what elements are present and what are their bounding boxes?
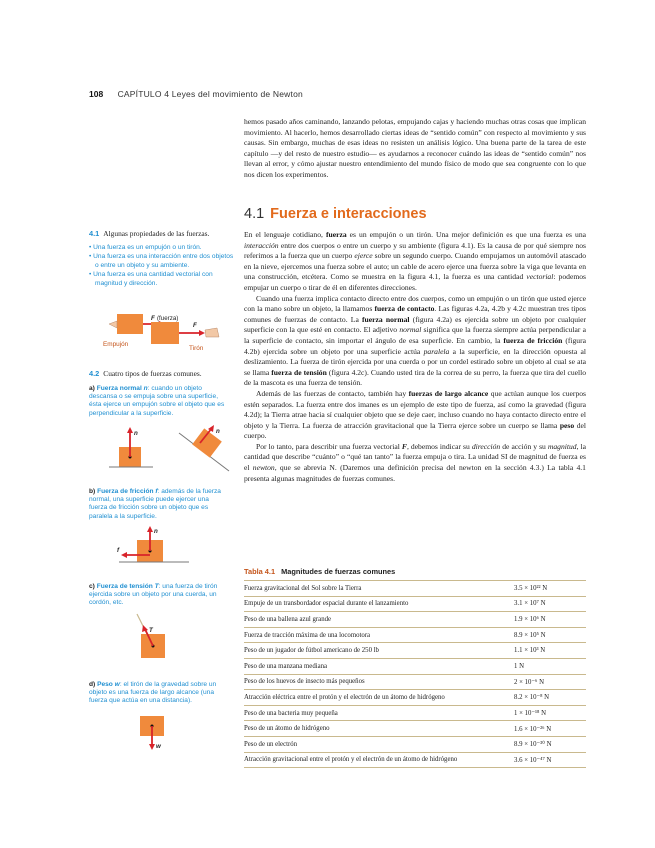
paragraph-4: Por lo tanto, para describir una fuerza vectorial F, debemos indicar su dirección de acción y su magnitud, la cantidad que describe “cuánto” o “qué tan tanto” la fuerza empuja o tira. La unidad SI de magnitud de fuerza es el newton, que se abrevia N. (Daremos una definición precisa del newton en la sección 4.3.) La tabla 4.1 presenta algunas magnitudes de fuerzas comunes. <box>244 441 586 483</box>
table-row: Peso de los huevos de insecto más pequeños 2 × 10⁻⁶ N <box>244 674 586 690</box>
figure-4-2-caption: 4.2 Cuatro tipos de fuerzas comunes. <box>89 369 202 378</box>
hand-push-icon <box>109 321 117 328</box>
bullet-item: • Una fuerza es una interacción entre dos objetos o entre un objeto y su ambiente. <box>89 253 234 269</box>
running-header <box>89 89 303 99</box>
pulled-box <box>151 322 179 344</box>
table-row: Atracción eléctrica entre el protón y el electrón de un átomo de hidrógeno 8.2 × 10⁻⁸ N <box>244 690 586 706</box>
vector-n-label: n <box>154 528 158 535</box>
figure-4-2c-caption: c) Fuerza de tensión T: una fuerza de tirón ejercida sobre un objeto por una cuerda, un cordón, etc. <box>89 583 218 607</box>
force-arrowhead <box>199 330 205 336</box>
normal-arrowhead <box>127 427 133 433</box>
vector-w-label: w <box>156 743 161 750</box>
normal-arrowhead <box>147 526 153 532</box>
figure-4-2a-caption: a) Fuerza normal n: cuando un objeto descansa o se empuja sobre una superficie, ésta ejerce un empujón sobre el objeto que es perpendicular a la superficie. <box>89 385 225 417</box>
paragraph-2: Cuando una fuerza implica contacto directo entre dos cuerpos, como un empujón o un tirón que usted ejerce con la mano sobre un objeto, la llamamos fuerza de contacto. Las figuras 4.2a, 4.2b y 4.2c muestran tres tipos comunes de fuerzas de contacto. La fuerza normal (figura 4.2a) es ejercida sobre un objeto por cualquier superficie con la que esté en contacto. El adjetivo normal significa que la fuerza siempre actúa perpendicular a la superficie de contacto, sin importar el ángulo de esa superficie. En cambio, la fuerza de fricción (figura 4.2b) ejercida sobre un objeto por una superficie actúa paralela a la superficie, en la dirección opuesta al deslizamiento. La fuerza de tirón ejercida por una cuerda o por un cordel estirado sobre un objeto al cual se ata se llama fuerza de tensión (figura 4.2c). Cuando usted tira de la correa de su perro, la fuerza que tira del cuello de la mascota es una fuerza de tensión. <box>244 293 587 388</box>
section-title: Fuerza e interacciones <box>270 206 427 222</box>
figure-4-1-illustration <box>89 312 234 357</box>
table-row: Fuerza de tracción máxima de una locomotora 8.9 × 10⁵ N <box>244 627 586 643</box>
bullet-item: • Una fuerza es una cantidad vectorial con magnitud y dirección. <box>89 271 213 287</box>
friction-arrowhead <box>121 552 127 558</box>
figure-4-2d-caption: d) Peso w: el tirón de la gravedad sobre un objeto es una fuerza de largo alcance (una fuerza que actúa en una distancia). <box>89 681 217 705</box>
section-body <box>244 230 586 484</box>
force-label: (fuerza) <box>157 315 179 322</box>
table-row: Peso de un átomo de hidrógeno 1.6 × 10⁻²⁶ N <box>244 721 586 737</box>
figure-4-1-caption: 4.1 Algunas propiedades de las fuerzas. <box>89 229 210 238</box>
figure-4-2c-illustration <box>89 610 234 668</box>
intro-paragraph: hemos pasado años caminando, lanzando pelotas, empujando cajas y haciendo muchas otras cosas que implican movimiento. Al hacerlo, hemos desarrollado ciertas ideas de “sentido común” con respecto al movimiento y sus causas. Sin embargo, muchas de esas ideas no resisten un análisis lógico. Una buena parte de la tarea de este capítulo —y del resto de nuestro estudio— es ayudarnos a reconocer cuándo las ideas de “sentido común” nos llevan al error, y cómo ajustar nuestro entendimiento del mundo físico de modo que sea congruente con lo que nos dicen los experimentos. <box>244 117 586 179</box>
push-label: Empujón <box>103 341 129 348</box>
table-4-1-title: Tabla 4.1 Magnitudes de fuerzas comunes <box>244 567 396 576</box>
section-number: 4.1 <box>244 206 265 222</box>
figure-4-2b-caption: b) Fuerza de fricción f: además de la fuerza normal, una superficie puede ejercer una fuerza de fricción sobre un objeto que es paralela a la superficie. <box>89 488 221 520</box>
table-row: Peso de un electrón 8.9 × 10⁻³⁰ N <box>244 736 586 752</box>
section-heading <box>244 206 427 222</box>
table-row: Empuje de un transbordador espacial durante el lanzamiento 3.1 × 10⁷ N <box>244 596 586 612</box>
paragraph-3: Además de las fuerzas de contacto, también hay fuerzas de largo alcance que actúan aunque los cuerpos estén separados. La fuerza entre dos imanes es un ejemplo de este tipo de fuerza, así como la gravedad (figura 4.2d); la Tierra atrae hacia sí cualquier objeto que se deje caer, incluso cuando no haya contacto directo entre el objeto y la Tierra. La fuerza de atracción gravitacional que la Tierra ejerce sobre un cuerpo se llama peso del cuerpo. <box>244 388 586 441</box>
figure-4-2a-illustration <box>89 423 234 473</box>
figure-4-2d-illustration <box>89 714 234 754</box>
vector-n-label: n <box>216 428 220 435</box>
vector-n-label: n <box>134 430 138 437</box>
chapter-title: CAPÍTULO 4 Leyes del movimiento de Newton <box>117 89 303 99</box>
figure-4-2b-illustration <box>89 524 234 570</box>
figure-4-1-bullets <box>89 244 234 289</box>
table-row: Peso de una ballena azul grande 1.9 × 10⁶ N <box>244 612 586 628</box>
vector-f-label: f <box>117 547 120 554</box>
weight-arrowhead <box>149 744 155 750</box>
bullet-item: • Una fuerza es un empujón o un tirón. <box>89 244 202 251</box>
vector-F-label: F <box>193 322 197 329</box>
page-number: 108 <box>89 89 104 99</box>
table-4-1 <box>244 580 586 768</box>
vector-F-label: F <box>151 315 155 322</box>
vector-T-label: T <box>149 627 153 634</box>
table-row: Peso de una manzana mediana 1 N <box>244 658 586 674</box>
tension-arrowhead <box>142 625 148 632</box>
table-row: Peso de una bacteria muy pequeña 1 × 10⁻¹⁸ N <box>244 705 586 721</box>
hand-pull-icon <box>205 328 219 337</box>
table-row: Peso de un jugador de fútbol americano de 250 lb 1.1 × 10³ N <box>244 643 586 659</box>
paragraph-1: En el lenguaje cotidiano, fuerza es un empujón o un tirón. Una mejor definición es que una fuerza es una interacción entre dos cuerpos o entre un cuerpo y su ambiente (figura 4.1). Es la causa de por qué siempre nos referimos a la fuerza que un cuerpo ejerce sobre un segundo cuerpo. Cuando empujamos un automóvil atascado en la nieve, ejercemos una fuerza sobre el auto; un cable de acero ejerce una fuerza sobre la viga que levanta en una construcción, etcétera. Como se muestra en la figura 4.1, la fuerza es una cantidad vectorial: podemos empujar un cuerpo o tirar de él en diferentes direcciones. <box>244 230 586 292</box>
table-row: Atracción gravitacional entre el protón y el electrón de un átomo de hidrógeno 3.6 × 10⁻⁴⁷ N <box>244 752 586 768</box>
table-row: Fuerza gravitacional del Sol sobre la Tierra 3.5 × 10²² N <box>244 581 586 597</box>
pushed-box <box>117 314 143 334</box>
pull-label: Tirón <box>189 345 204 352</box>
